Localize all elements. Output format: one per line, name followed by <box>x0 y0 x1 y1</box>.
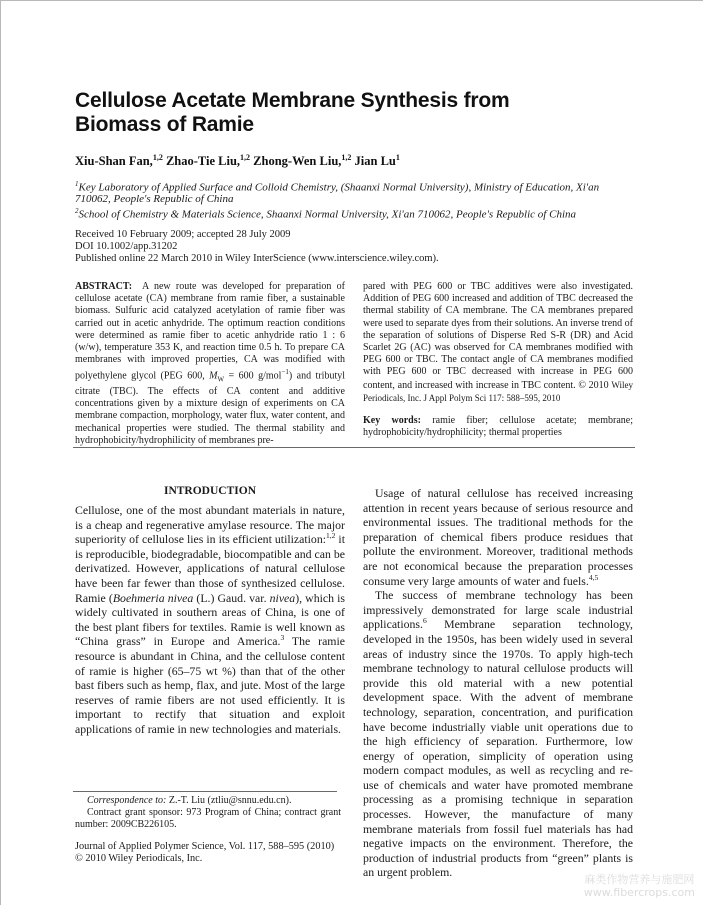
watermark-cn: 麻类作物营养与施肥网 <box>584 873 695 886</box>
mw-symbol: M <box>209 370 218 382</box>
doi: DOI 10.1002/app.31202 <box>75 241 178 252</box>
intro-paragraph-3 <box>363 588 633 880</box>
abstract-label: ABSTRACT: <box>75 281 133 292</box>
abstract-text: = 600 g/mol <box>224 370 282 382</box>
author-name: Zhao-Tie Liu, <box>165 154 241 169</box>
grant-note: Contract grant sponsor: 973 Program of China; contract grant number: 2009CB226105. <box>75 807 341 830</box>
mw-subscript: W <box>217 375 225 384</box>
abstract-text: ) and tributyl citrate (TBC). The effects of CA content and additive concentrations given by a mixture design of experiments on CA membrane compaction, morphology, water flux, water content, and mechanical properties were studied. The thermal stability and hydrophobicity/hydrophilicity of membranes pre- <box>75 370 345 446</box>
keywords <box>363 415 633 439</box>
section-heading-introduction: INTRODUCTION <box>163 485 256 497</box>
intro-paragraph-1 <box>75 503 345 737</box>
footnote-divider <box>73 791 337 792</box>
affiliation-text: Key Laboratory of Applied Surface and Colloid Chemistry, (Shaanxi Normal University), Ministry of Education, Xi'an 710062, People's Republic of China <box>75 181 600 206</box>
reference-mark[interactable]: 1,2 <box>326 531 336 541</box>
author-affil-mark: 1,2 <box>152 153 163 162</box>
variety-name: nivea <box>269 590 296 605</box>
reference-mark[interactable]: 6 <box>422 616 427 626</box>
abstract-text: A new route was developed for preparation of cellulose acetate (CA) membrane from ramie fiber, a sustainable biomass. Sulfuric acid catalyzed acetylation of ramie fiber was carried out in acetic anhydride. The optimum reaction conditions were determined as ramie fiber to acetic anhydride ratio 1 : 6 (w/w), temperature 353 K, and reaction time 0.5 h. To prepare CA membranes with improved properties, CA was modified with polyethylene glycol (PEG 600, <box>75 281 345 382</box>
abstract-divider <box>73 447 635 448</box>
body-text: (L.) Gaud. var. <box>193 590 270 605</box>
body-text: The success of membrane technology has been impressively demonstrated for large scale industrial applications. <box>363 588 633 632</box>
correspondence-text: Z.-T. Liu (ztliu@snnu.edu.cn). <box>166 795 292 806</box>
author-affil-mark: 1,2 <box>240 153 251 162</box>
author-name: Zhong-Wen Liu, <box>253 154 342 169</box>
article-meta <box>75 229 635 265</box>
author-name: Xiu-Shan Fan, <box>75 154 153 169</box>
reference-mark[interactable]: 4,5 <box>588 572 599 582</box>
reference-mark[interactable]: 3 <box>280 633 285 643</box>
abstract-text: pared with PEG 600 or TBC additives were also investigated. Addition of PEG 600 increased and addition of TBC decreased the thermal stability of CA membrane. The CA membranes prepared were used to separate dyes from their solutions. An inverse trend of the separation of solutions of Disperse Red S-R (DR) and Acid Scarlet 2G (AC) was observed for CA membranes modified with PEG 600 or TBC. The contact angle of CA membranes modified with PEG 600 or TBC decreased with increase in PEG 600 content, and increased with increase in TBC content. © 2010 <box>363 281 633 391</box>
title-line-1: Cellulose Acetate Membrane Synthesis from <box>75 89 510 112</box>
author-name: Jian Lu <box>354 154 396 169</box>
affiliation-mark: 1 <box>75 180 79 188</box>
journal-copyright: © 2010 Wiley Periodicals, Inc. <box>75 853 203 864</box>
correspondence-note <box>75 795 341 807</box>
journal-info <box>75 841 345 865</box>
journal-citation: Journal of Applied Polymer Science, Vol. 117, 588–595 (2010) <box>75 841 335 852</box>
body-text: Usage of natural cellulose has received increasing attention in recent years because of serious resource and environmental issues. The traditional methods for the preparation of chemical fibers produce residues that pollute the environment. Moreover, traditional methods are not economical because the preparation processes consume very large amounts of water and fuels. <box>363 486 633 588</box>
abstract-right <box>363 281 633 439</box>
published-online: Published online 22 March 2010 in Wiley InterScience (www.interscience.wiley.com). <box>75 253 439 264</box>
watermark <box>584 873 695 899</box>
intro-paragraph-2 <box>363 486 633 588</box>
affiliations <box>75 179 635 221</box>
intro-right-column <box>363 486 633 880</box>
unit-exponent: −1 <box>281 368 289 377</box>
author-affil-mark: 1 <box>395 153 400 162</box>
body-text: Membrane separation technology, developed in the 1950s, has been widely used in several areas of industry since the 1970s. To apply high-tech membrane technology to natural cellulose products will provide this old material with a new potential development space. With the advent of membrane technology, separation, concentration, and purification have become industrially viable unit operations due to the high efficiency of separation. Furthermore, low energy of operation, simplicity of operation using modern compact modules, as well as recycling and re-use of chemicals and water have promoted membrane processing as a promising technique in separation processes. However, the manufacture of many membrane materials from fossil fuel materials has had negative impacts on the environment. Therefore, the production of industrial products from “green” plants is an urgent problem. <box>363 617 633 880</box>
body-text: ), which is widely cultivated in southern areas of China, is one of the best plant fibers for textiles. Ramie is well known as “China grass” in Europe and America. <box>75 590 346 649</box>
body-text: The ramie resource is abundant in China, and the cellulose content of ramie is higher (65–75 wt %) than that of the other bast fibers such as hemp, flax, and jute. Most of the large reserves of ramie fibers are not used efficiently. It is important to rectify that situation and exploit applications of ramie in new technologies and materials. <box>75 634 345 736</box>
body-text: Cellulose, one of the most abundant materials in nature, is a cheap and regenerative amylase resource. The major superiority of cellulose lies in its efficient utilization: <box>75 503 345 547</box>
watermark-url: www.fibercrops.com <box>583 886 695 899</box>
author-affil-mark: 1,2 <box>341 153 352 162</box>
keywords-label: Key words: <box>363 415 421 427</box>
affiliation-2 <box>75 206 635 221</box>
footnotes <box>75 795 341 831</box>
abstract-left <box>75 281 345 447</box>
author-list <box>75 153 400 169</box>
paper-title <box>75 89 635 137</box>
affiliation-text: School of Chemistry & Materials Science, Shaanxi Normal University, Xi'an 710062, People's Republic of China <box>78 208 576 221</box>
body-text: it is reproducible, biodegradable, biocompatible and can be derivatized. However, applications of natural cellulose have been far fewer than those of synthesized cellulose. Ramie ( <box>75 532 345 605</box>
title-line-2: Biomass of Ramie <box>75 113 254 136</box>
correspondence-label: Correspondence to: <box>87 795 167 806</box>
abstract-citation: Wiley Periodicals, Inc. J Appl Polym Sci 117: 588–595, 2010 <box>363 379 633 403</box>
affiliation-mark: 2 <box>75 206 79 215</box>
species-name: Boehmeria nivea <box>112 590 194 605</box>
affiliation-1 <box>75 179 635 206</box>
received-date: Received 10 February 2009; accepted 28 July 2009 <box>75 229 291 240</box>
keywords-text: ramie fiber; cellulose acetate; membrane; hydrophobicity/hydrophilicity; thermal properties <box>363 415 634 439</box>
